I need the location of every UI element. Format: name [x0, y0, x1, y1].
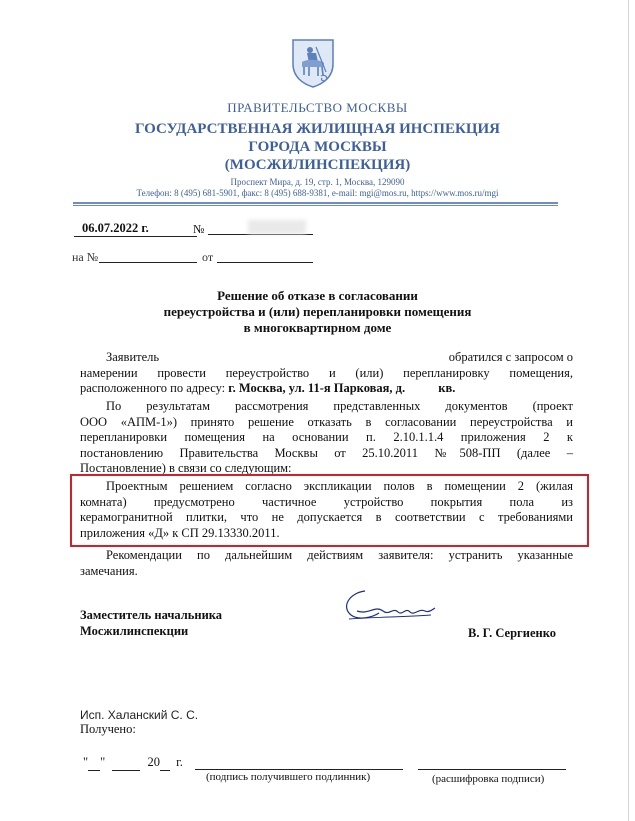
property-address: г. Москва, ул. 11-я Парковая, д.	[228, 381, 406, 396]
redacted-number	[248, 220, 306, 234]
signatory-position-line2: Мосжилинспекции	[80, 624, 189, 638]
number-line	[208, 234, 313, 235]
applicant-line3	[80, 381, 573, 397]
decode-caption: (расшифровка подписи)	[432, 773, 545, 785]
government-title: ПРАВИТЕЛЬСТВО МОСКВЫ	[227, 100, 408, 115]
year-blank	[160, 755, 170, 771]
decision-title-line2: переустройства и (или) перепланировки помещения	[163, 304, 472, 319]
paragraph-recommendation	[80, 548, 573, 579]
month-blank	[112, 755, 140, 771]
contacts-line: Телефон: 8 (495) 681-5901, факс: 8 (495) 688-9381, e-mail: mgi@mos.ru, https://www.mos.ru/mgi	[136, 188, 499, 198]
reason-line3: керамогранитной плитки, что не допускается в соответствии с требованиями	[80, 510, 573, 525]
reference-line	[99, 262, 197, 263]
inspection-title-line2: ГОРОДА МОСКВЫ	[248, 139, 387, 155]
quote-open: "	[83, 755, 89, 769]
document-date: 06.07.2022 г.	[74, 221, 197, 237]
signatory-position-line1: Заместитель начальника	[80, 608, 223, 622]
apartment-label: кв.	[438, 381, 456, 396]
executor-note: Исп. Халанский С. С.	[80, 708, 199, 722]
grounds-line5: Постановление) в связи со следующим:	[80, 461, 292, 476]
header-divider	[73, 202, 558, 204]
from-line	[217, 262, 313, 263]
inspection-address	[0, 177, 635, 199]
handwritten-signature	[335, 585, 445, 633]
applicant-line2: намерении провести переустройство и (или) перепланировку помещения,	[80, 365, 573, 380]
year-suffix: г.	[176, 755, 183, 769]
applicant-request-text: обратился с запросом о	[448, 350, 573, 364]
inspection-title-line1: ГОСУДАРСТВЕННАЯ ЖИЛИЩНАЯ ИНСПЕКЦИЯ	[134, 121, 501, 137]
inspection-title	[0, 120, 635, 174]
paragraph-grounds	[80, 399, 573, 477]
receipt-date-row	[83, 755, 183, 771]
decision-title-line3: в многоквартирном доме	[243, 320, 392, 335]
reference-label: на №	[72, 250, 99, 264]
grounds-line2: ООО «АПМ-1») принято решение отказать в согласовании переустройства и	[80, 414, 573, 429]
header-divider-thin	[73, 205, 558, 206]
highlight-box	[70, 474, 589, 547]
year-prefix: 20	[147, 755, 160, 769]
address-label: расположенного по адресу:	[80, 381, 226, 396]
signatory-name: В. Г. Сергиенко	[468, 626, 556, 640]
reason-line1: Проектным решением согласно экспликации полов в помещении 2 (жилая	[106, 479, 573, 493]
reason-line2: комната) предусмотрено частичное устройство покрытия пола из	[80, 494, 573, 509]
signature-line	[195, 769, 403, 770]
grounds-line4: постановлению Правительства Москвы от 25.10.2011 №508-ПП (далее –	[80, 445, 573, 460]
grounds-line3: перепланировки помещения на основании п. 2.10.1.1.4 приложения 2 к	[80, 430, 573, 445]
decode-line	[418, 769, 566, 770]
applicant-label: Заявитель	[106, 350, 160, 364]
reason-line4: приложения «Д» к СП 29.13330.2011.	[80, 525, 280, 540]
signature-caption: (подпись получившего подлинник)	[206, 771, 371, 783]
applicant-line1	[80, 350, 573, 366]
decision-title-line1: Решение об отказе в согласовании	[217, 288, 418, 303]
number-label: №	[193, 222, 205, 236]
quote-close: "	[100, 755, 106, 769]
signatory-position	[80, 607, 222, 639]
address-line: Проспект Мира, д. 19, стр. 1, Москва, 129090	[230, 177, 405, 187]
received-label: Получено:	[80, 722, 136, 736]
from-label: от	[202, 250, 214, 264]
grounds-line1: По результатам рассмотрения представленных документов (проект	[106, 399, 573, 413]
paragraph-applicant	[80, 350, 573, 397]
decision-title	[0, 288, 635, 336]
moscow-coat-of-arms-emblem	[290, 38, 336, 88]
recommendation-line2: замечания.	[80, 563, 138, 578]
day-blank	[88, 755, 100, 771]
recommendation-line1: Рекомендации по дальнейшим действиям заявителя: устранить указанные	[106, 548, 573, 562]
inspection-title-line3: (МОСЖИЛИНСПЕКЦИЯ)	[224, 157, 411, 173]
